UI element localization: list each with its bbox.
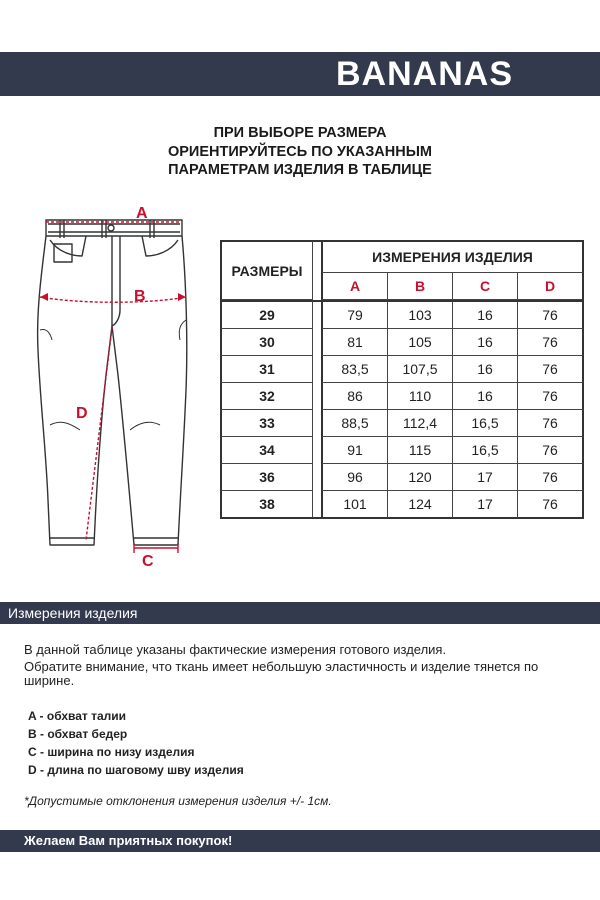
- legend-item-b: B - обхват бедер: [28, 727, 128, 741]
- size-cell: 34: [220, 437, 313, 464]
- legend-item-d: D - длина по шаговому шву изделия: [28, 763, 244, 777]
- value-c: 16: [453, 300, 518, 329]
- value-a: 91: [321, 437, 388, 464]
- value-d: 76: [518, 464, 584, 491]
- headline-line-3: ПАРАМЕТРАМ ИЗДЕЛИЯ В ТАБЛИЦЕ: [168, 162, 432, 178]
- column-header-d: D: [518, 273, 584, 300]
- size-cell: 32: [220, 383, 313, 410]
- label-b: B: [134, 288, 146, 305]
- value-b: 120: [388, 464, 453, 491]
- value-b: 124: [388, 491, 453, 519]
- label-a: A: [136, 205, 148, 222]
- label-d: D: [76, 405, 88, 422]
- value-a: 96: [321, 464, 388, 491]
- measurements-header: ИЗМЕРЕНИЯ ИЗДЕЛИЯ: [321, 240, 584, 273]
- table-row: [220, 356, 584, 383]
- section-header-bar: [0, 602, 600, 624]
- table-row: [220, 437, 584, 464]
- size-cell: 36: [220, 464, 313, 491]
- size-cell: 38: [220, 491, 313, 519]
- value-b: 105: [388, 329, 453, 356]
- value-c: 17: [453, 491, 518, 519]
- column-header-a: A: [321, 273, 388, 300]
- value-b: 115: [388, 437, 453, 464]
- footer-message: Желаем Вам приятных покупок!: [24, 833, 233, 848]
- headline-line-2: ОРИЕНТИРУЙТЕСЬ ПО УКАЗАННЫМ: [167, 143, 432, 160]
- value-a: 86: [321, 383, 388, 410]
- value-d: 76: [518, 383, 584, 410]
- column-header-b: B: [388, 273, 453, 300]
- brand-header-bar: [0, 52, 600, 96]
- measurement-legend: [28, 707, 244, 779]
- value-a: 79: [321, 300, 388, 329]
- size-cell: 31: [220, 356, 313, 383]
- value-c: 16: [453, 329, 518, 356]
- brand-logo-text: BANANAS: [336, 55, 513, 93]
- value-d: 76: [518, 437, 584, 464]
- value-d: 76: [518, 329, 584, 356]
- headline-line-1: ПРИ ВЫБОРЕ РАЗМЕРА: [213, 125, 387, 141]
- tolerance-note: *Допустимые отклонения измерения изделия +/- 1см.: [24, 794, 332, 808]
- pants-outline-icon: [38, 220, 187, 545]
- measure-lines-icon: [40, 222, 186, 553]
- column-header-c: C: [453, 273, 518, 300]
- value-d: 76: [518, 356, 584, 383]
- table-row: [220, 410, 584, 437]
- value-a: 88,5: [321, 410, 388, 437]
- value-c: 16: [453, 356, 518, 383]
- value-d: 76: [518, 410, 584, 437]
- table-row: [220, 300, 584, 329]
- value-a: 101: [321, 491, 388, 519]
- footer-bar: [0, 830, 600, 852]
- table-row: [220, 329, 584, 356]
- size-advice-headline: [0, 124, 600, 180]
- value-a: 83,5: [321, 356, 388, 383]
- size-cell: 29: [220, 300, 313, 329]
- size-cell: 33: [220, 410, 313, 437]
- value-c: 16,5: [453, 410, 518, 437]
- value-d: 76: [518, 300, 584, 329]
- value-b: 110: [388, 383, 453, 410]
- table-row: [220, 491, 584, 519]
- value-c: 16,5: [453, 437, 518, 464]
- table-row: [220, 464, 584, 491]
- value-d: 76: [518, 491, 584, 519]
- value-c: 16: [453, 383, 518, 410]
- label-c: C: [142, 553, 154, 570]
- value-c: 17: [453, 464, 518, 491]
- description-paragraph-1: В данной таблице указаны фактические измерения готового изделия.: [24, 642, 447, 657]
- section-title: Измерения изделия: [8, 605, 138, 621]
- value-a: 81: [321, 329, 388, 356]
- description-paragraph-2: Обратите внимание, что ткань имеет небольшую эластичность и изделие тянется по ширине.: [24, 659, 539, 688]
- value-b: 103: [388, 300, 453, 329]
- size-table: [220, 240, 584, 519]
- pants-measurement-diagram: [20, 200, 210, 570]
- size-column-header: РАЗМЕРЫ: [220, 240, 313, 300]
- value-b: 107,5: [388, 356, 453, 383]
- table-row: [220, 383, 584, 410]
- legend-item-a: A - обхват талии: [28, 709, 127, 723]
- size-cell: 30: [220, 329, 313, 356]
- legend-item-c: C - ширина по низу изделия: [28, 745, 195, 759]
- value-b: 112,4: [388, 410, 453, 437]
